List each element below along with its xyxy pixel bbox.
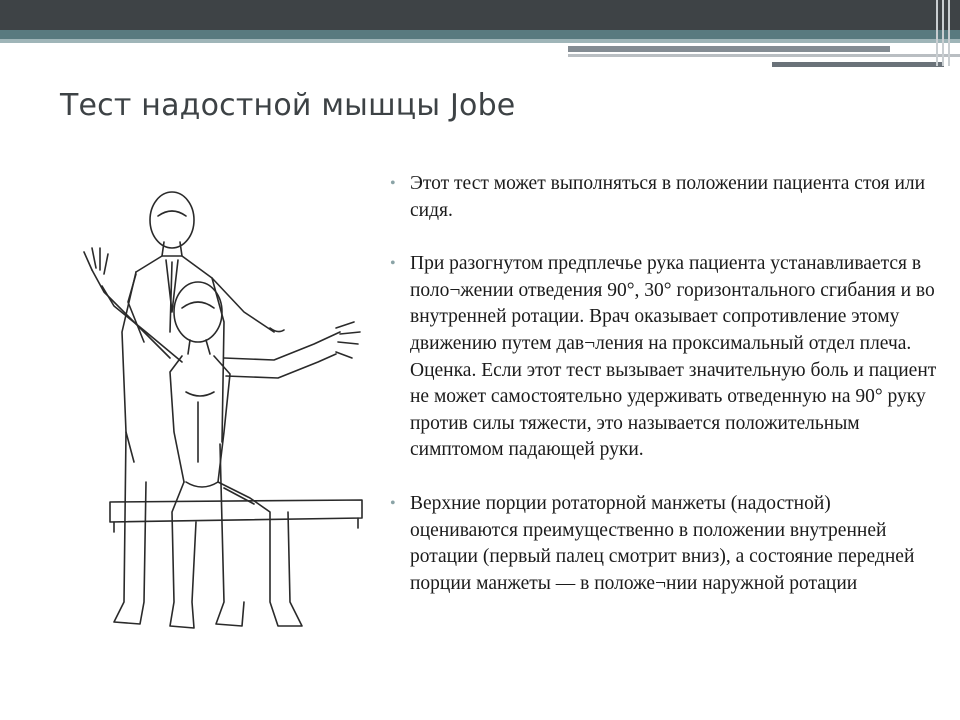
bullet-icon: • xyxy=(390,175,396,192)
bullet-text: Этот тест может выполняться в положении пациента стоя или сидя. xyxy=(410,173,926,221)
header-accent-bar xyxy=(772,62,944,67)
list-item xyxy=(388,491,940,597)
bullet-text: Верхние порции ротаторной манжеты (надостной) оцениваются преимущественно в положении внутренней ротации (первый палец смотрит вниз), а состояние передней порции манжеты — в положе¬нии наружной ротации xyxy=(410,492,915,594)
header-accent-bar xyxy=(568,54,960,57)
shoulder-exam-illustration-icon xyxy=(74,182,370,640)
corner-decoration xyxy=(936,0,954,66)
header-bar-teal-light xyxy=(0,39,960,43)
slide-title: Тест надостной мышцы Jobe xyxy=(60,88,516,123)
bullet-list xyxy=(388,171,940,624)
header-accent-bar xyxy=(568,46,890,52)
bullet-icon: • xyxy=(390,494,396,512)
list-item xyxy=(388,171,940,224)
bullet-icon: • xyxy=(390,255,396,273)
header-bar-dark xyxy=(0,0,960,30)
header-bar-teal xyxy=(0,30,960,39)
list-item xyxy=(388,251,940,464)
bullet-text: При разогнутом предплечье рука пациента устанавливается в поло¬жении отведения 90°, 30° горизонтального сгибания и во внутренней ротации. Врач оказывает сопротивление этому движению путем дав¬ления на проксимальный отдел плеча. Оценка. Если этот тест вызывает значительную боль и пациент не может самостоятельно удерживать отведенную на 90° руку против силы тяжести, это называется положительным симптомом падающей руки. xyxy=(410,253,937,461)
